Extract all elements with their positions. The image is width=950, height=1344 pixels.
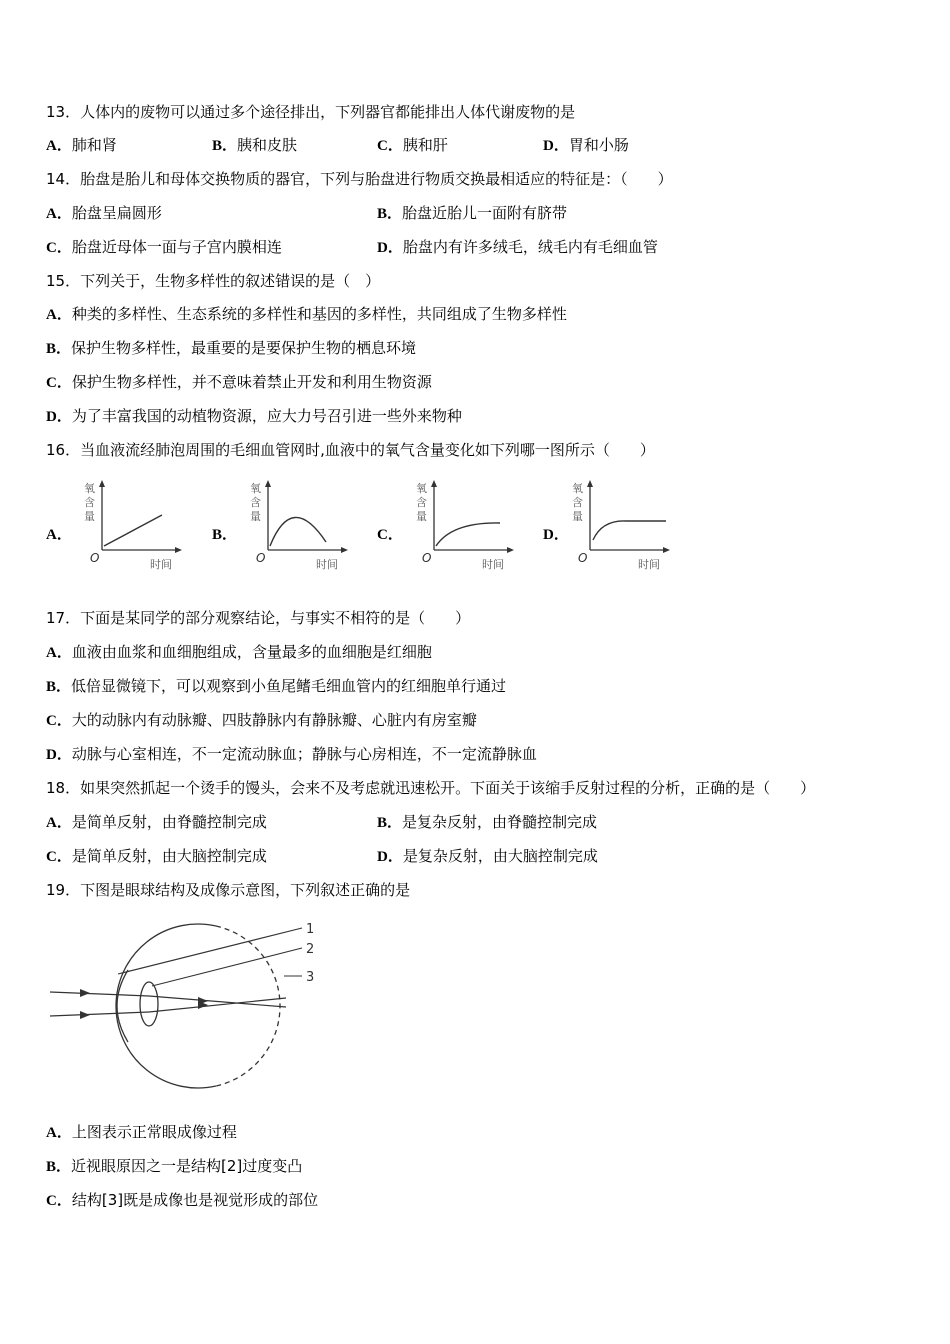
option-text: 胎盘近母体一面与子宫内膜相连 xyxy=(71,238,282,256)
option-label: D． xyxy=(377,849,403,865)
q15-stem: 15．下列关于，生物多样性的叙述错误的是（ ） xyxy=(46,272,381,290)
cornea xyxy=(117,970,128,1042)
q19-option-a xyxy=(46,1122,237,1143)
option-label: D． xyxy=(543,138,569,154)
q18-option-a xyxy=(46,812,267,833)
q15-option-d xyxy=(46,406,462,427)
q18-option-c xyxy=(46,846,267,867)
option-label: B． xyxy=(46,341,72,357)
q16-graph-c xyxy=(410,476,522,576)
origin-label: O xyxy=(422,551,432,565)
x-axis-label: 时间 xyxy=(638,558,660,571)
q17-stem: 17．下面是某同学的部分观察结论，与事实不相符的是（ ） xyxy=(46,609,471,627)
x-axis-arrow xyxy=(663,547,670,553)
q14-option-c xyxy=(46,237,282,258)
q15-option-c xyxy=(46,372,432,393)
q16-graph-c-label: C． xyxy=(377,527,403,543)
option-label: B． xyxy=(377,815,403,831)
q17-option-d xyxy=(46,744,537,765)
origin-label: O xyxy=(256,551,266,565)
option-text: 上图表示正常眼成像过程 xyxy=(71,1123,237,1141)
option-text: 保护生物多样性，并不意味着禁止开发和利用生物资源 xyxy=(71,373,432,391)
svg-text:含: 含 xyxy=(416,496,427,509)
option-label: C． xyxy=(46,849,72,865)
option-label: C． xyxy=(46,713,72,729)
option-label: A． xyxy=(46,307,72,323)
svg-text:含: 含 xyxy=(84,496,95,509)
q19-option-c xyxy=(46,1190,318,1211)
y-axis-label xyxy=(572,481,583,523)
q16-graph-a xyxy=(78,476,190,576)
y-axis-label xyxy=(84,481,95,523)
svg-text:量: 量 xyxy=(572,510,583,523)
y-axis-arrow xyxy=(431,480,437,487)
q15-option-b xyxy=(46,338,416,359)
option-label: C． xyxy=(46,375,72,391)
q16-graph-b-label: B． xyxy=(212,527,238,543)
option-label: B． xyxy=(46,1159,72,1175)
oxygen-curve xyxy=(104,515,162,546)
oxygen-curve xyxy=(593,521,666,540)
q16-graph-a-label: A． xyxy=(46,527,72,543)
option-text: 是简单反射，由大脑控制完成 xyxy=(71,847,267,865)
option-label: A． xyxy=(46,138,72,154)
option-text: 是简单反射，由脊髓控制完成 xyxy=(71,813,267,831)
option-text: 大的动脉内有动脉瓣、四肢静脉内有静脉瓣、心脏内有房室瓣 xyxy=(71,711,477,729)
svg-text:氧: 氧 xyxy=(84,482,95,495)
svg-text:含: 含 xyxy=(250,496,261,509)
arrow-head xyxy=(80,1011,90,1019)
option-text: 胰和皮肤 xyxy=(237,136,298,154)
y-axis-arrow xyxy=(587,480,593,487)
q16-stem: 16．当血液流经肺泡周围的毛细血管网时,血液中的氧气含量变化如下列哪一图所示（ ） xyxy=(46,441,655,459)
option-text: 是复杂反射，由脊髓控制完成 xyxy=(402,813,598,831)
svg-text:氧: 氧 xyxy=(572,482,583,495)
svg-text:量: 量 xyxy=(416,510,427,523)
option-label: D． xyxy=(46,409,72,425)
q17-option-a xyxy=(46,642,432,663)
q19-stem: 19．下图是眼球结构及成像示意图，下列叙述正确的是 xyxy=(46,881,411,899)
svg-text:量: 量 xyxy=(250,510,261,523)
q14-option-b xyxy=(377,203,567,224)
option-label: B． xyxy=(377,206,403,222)
option-text: 肺和肾 xyxy=(71,136,117,154)
y-axis-label xyxy=(250,481,261,523)
x-axis-arrow xyxy=(507,547,514,553)
q14-stem: 14．胎盘是胎儿和母体交换物质的器官，下列与胎盘进行物质交换最相适应的特征是：（ ） xyxy=(46,170,673,188)
label-1: 1 xyxy=(306,922,315,937)
light-ray xyxy=(50,992,149,996)
option-text: 胰和肝 xyxy=(402,136,448,154)
q13-option-b xyxy=(212,135,297,156)
label-2: 2 xyxy=(306,942,315,957)
q16-graph-d-label: D． xyxy=(543,527,569,543)
option-text: 动脉与心室相连，不一定流动脉血；静脉与心房相连，不一定流静脉血 xyxy=(71,745,537,763)
q13-stem: 13．人体内的废物可以通过多个途径排出，下列器官都能排出人体代谢废物的是 xyxy=(46,103,576,121)
option-label: A． xyxy=(46,206,72,222)
q15-option-a xyxy=(46,304,567,325)
option-label: D． xyxy=(377,240,403,256)
option-text: 胎盘呈扁圆形 xyxy=(71,204,162,222)
option-text: 血液由血浆和血细胞组成，含量最多的血细胞是红细胞 xyxy=(71,643,432,661)
q19-option-b xyxy=(46,1156,302,1177)
arrow-head xyxy=(80,989,90,997)
option-text: 胃和小肠 xyxy=(568,136,629,154)
leader-line-2 xyxy=(152,948,302,986)
q18-stem: 18．如果突然抓起一个烫手的馒头，会来不及考虑就迅速松开。下面关于该缩手反射过程的分析，正确的是（ ） xyxy=(46,779,816,797)
q14-option-d xyxy=(377,237,658,258)
option-text: 结构[3]既是成像也是视觉形成的部位 xyxy=(71,1191,319,1209)
option-label: C． xyxy=(46,1193,72,1209)
svg-text:氧: 氧 xyxy=(250,482,261,495)
q13-option-d xyxy=(543,135,629,156)
option-text: 胎盘内有许多绒毛，绒毛内有毛细血管 xyxy=(402,238,658,256)
svg-text:量: 量 xyxy=(84,510,95,523)
x-axis-label: 时间 xyxy=(482,558,504,571)
option-label: A． xyxy=(46,815,72,831)
option-text: 胎盘近胎儿一面附有脐带 xyxy=(402,204,568,222)
label-3: 3 xyxy=(306,970,315,985)
q18-option-b xyxy=(377,812,597,833)
lens xyxy=(140,982,158,1026)
q17-option-c xyxy=(46,710,477,731)
svg-text:氧: 氧 xyxy=(416,482,427,495)
option-label: C． xyxy=(377,138,403,154)
option-label: C． xyxy=(46,240,72,256)
option-label: B． xyxy=(46,679,72,695)
q18-option-d xyxy=(377,846,598,867)
option-label: D． xyxy=(46,747,72,763)
option-label: A． xyxy=(46,1125,72,1141)
x-axis-label: 时间 xyxy=(150,558,172,571)
option-text: 为了丰富我国的动植物资源，应大力号召引进一些外来物种 xyxy=(71,407,462,425)
origin-label: O xyxy=(578,551,588,565)
oxygen-curve xyxy=(436,523,500,546)
option-text: 近视眼原因之一是结构[2]过度变凸 xyxy=(71,1157,303,1175)
q13-option-a xyxy=(46,135,117,156)
y-axis-label xyxy=(416,481,427,523)
y-axis-arrow xyxy=(265,480,271,487)
origin-label: O xyxy=(90,551,100,565)
light-ray xyxy=(50,1012,149,1016)
x-axis-label: 时间 xyxy=(316,558,338,571)
q13-option-c xyxy=(377,135,448,156)
q14-option-a xyxy=(46,203,162,224)
x-axis-arrow xyxy=(341,547,348,553)
option-label: A． xyxy=(46,645,72,661)
svg-text:含: 含 xyxy=(572,496,583,509)
q17-option-b xyxy=(46,676,506,697)
option-text: 是复杂反射，由大脑控制完成 xyxy=(402,847,598,865)
q19-eye-diagram xyxy=(46,912,336,1092)
oxygen-curve xyxy=(270,517,326,546)
option-label: B． xyxy=(212,138,238,154)
q16-graph-d xyxy=(566,476,678,576)
option-text: 种类的多样性、生态系统的多样性和基因的多样性，共同组成了生物多样性 xyxy=(71,305,567,323)
y-axis-arrow xyxy=(99,480,105,487)
x-axis-arrow xyxy=(175,547,182,553)
option-text: 低倍显微镜下，可以观察到小鱼尾鳍毛细血管内的红细胞单行通过 xyxy=(71,677,507,695)
option-text: 保护生物多样性，最重要的是要保护生物的栖息环境 xyxy=(71,339,417,357)
leader-line-1 xyxy=(118,928,302,974)
q16-graph-b xyxy=(244,476,356,576)
